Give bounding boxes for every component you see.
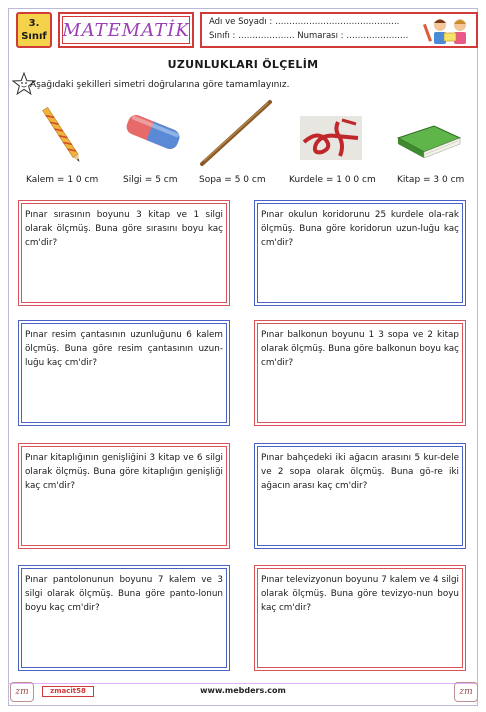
book-icon: [392, 118, 464, 162]
ribbon-length-label: Kurdele = 1 0 0 cm: [289, 175, 376, 185]
footer-logo-left: zm: [10, 682, 34, 702]
question-text: Pınar balkonun boyunu 1 3 sopa ve 2 kitap olarak ölçmüş. Buna göre balkonun boyu kaç cm'dir?: [261, 330, 459, 368]
subject-box: [58, 12, 194, 48]
stick-icon: [196, 98, 276, 168]
question-box-3: [18, 320, 230, 426]
student-info-box: [200, 12, 478, 48]
question-box-6: [254, 443, 466, 549]
question-text: Pınar bahçedeki iki ağacın arasını 5 kur-dele ve 2 sopa olarak ölçmüş. Buna gö-re iki ağacın arası kaç cm'dir?: [261, 453, 459, 491]
question-text: Pınar sırasının boyunu 3 kitap ve 1 silgi olarak ölçmüş. Buna göre sırasını boyu kaç cm'dir?: [25, 210, 223, 248]
pencil-length-label: Kalem = 1 0 cm: [26, 175, 99, 185]
footer-divider: [8, 683, 478, 684]
grade-badge: [16, 12, 52, 48]
question-box-1: [18, 200, 230, 306]
footer-logo-right: zm: [454, 682, 478, 702]
instruction-text: Aşağıdaki şekilleri simetri doğrularına göre tamamlayınız.: [30, 80, 290, 90]
eraser-length-label: Silgi = 5 cm: [123, 175, 178, 185]
question-text: Pınar pantolonunun boyunu 7 kalem ve 3 silgi olarak ölçmüş. Buna göre panto-lonun boyu kaç cm'dir?: [25, 575, 223, 613]
question-text: Pınar kitaplığının genişliğini 3 kitap ve 6 silgi olarak ölçmüş. Buna göre kitaplığın genişliği kaç cm'dir?: [25, 453, 223, 491]
pencil-icon: [40, 102, 84, 168]
question-text: Pınar okulun koridorunu 25 kurdele ola-rak ölçmüş. Buna göre koridorun uzun-luğu kaç cm'dir?: [261, 210, 459, 248]
stick-length-label: Sopa = 5 0 cm: [199, 175, 266, 185]
ribbon-icon: [300, 116, 362, 160]
grade-number: 3.: [28, 18, 40, 29]
children-reading-icon: [416, 16, 474, 46]
question-box-5: [18, 443, 230, 549]
question-text: Pınar resim çantasının uzunluğunu 6 kalem ölçmüş. Buna göre resim çantasının uzun-luğu kaç cm'dir?: [25, 330, 223, 368]
question-box-8: [254, 565, 466, 671]
grade-label: Sınıf: [21, 31, 47, 42]
footer-code: zmacit58: [42, 686, 94, 697]
question-text: Pınar televizyonun boyunu 7 kalem ve 4 silgi olarak ölçmüş. Buna göre tevizyo-nun boyu kaç cm'dir?: [261, 575, 459, 613]
book-length-label: Kitap = 3 0 cm: [397, 175, 465, 185]
question-box-4: [254, 320, 466, 426]
footer-url-link[interactable]: www.mebders.com: [200, 686, 286, 695]
eraser-icon: [120, 110, 186, 154]
class-number-field[interactable]: Sınıfı : ……………….. Numarası : ……………….…: [209, 31, 409, 41]
question-box-2: [254, 200, 466, 306]
subject-title: MATEMATİK: [62, 19, 190, 41]
page-title: UZUNLUKLARI ÖLÇELİM: [167, 58, 319, 71]
question-box-7: [18, 565, 230, 671]
name-field[interactable]: Adı ve Soyadı : ……………………………………..: [209, 17, 400, 27]
